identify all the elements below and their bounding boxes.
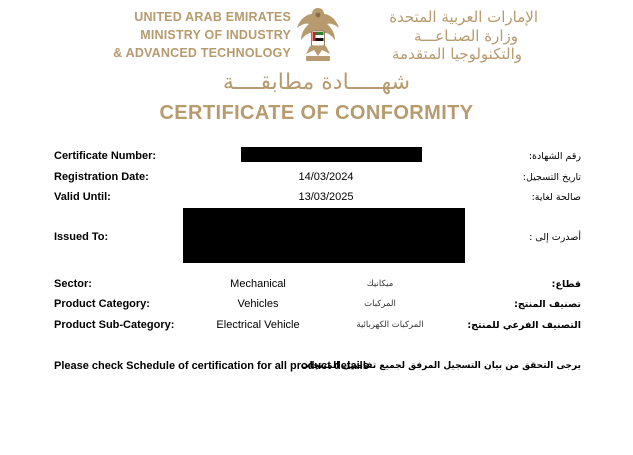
product-sub-category-value-ar: المركبات الكهربائية xyxy=(356,320,424,330)
certificate-number-label-ar: رقم الشهادة: xyxy=(528,151,581,162)
uae-falcon-emblem-icon xyxy=(294,2,342,66)
org-name-en-line3: & ADVANCED TECHNOLOGY xyxy=(113,46,291,60)
product-category-label: Product Category: xyxy=(54,298,150,310)
org-name-ar-line2: وزارة الصنـاعـــة xyxy=(414,27,518,45)
sector-value-ar: ميكانيك xyxy=(366,279,394,289)
sector-label-ar: قطاع: xyxy=(551,279,581,290)
title-english: CERTIFICATE OF CONFORMITY xyxy=(159,102,474,124)
sector-value: Mechanical xyxy=(230,278,286,290)
schedule-notice-en: Please check Schedule of certification for all product details xyxy=(54,360,369,372)
valid-until-label: Valid Until: xyxy=(54,191,111,203)
sector-label: Sector: xyxy=(54,278,92,290)
registration-date-label-ar: تاريخ التسجيل: xyxy=(522,172,581,183)
valid-until-label-ar: صالحة لغاية: xyxy=(531,192,581,203)
product-sub-category-label-ar: التصنيف الفرعي للمنتج: xyxy=(467,320,581,331)
registration-date-value: 14/03/2024 xyxy=(298,171,354,183)
org-name-en-line1: UNITED ARAB EMIRATES xyxy=(134,10,291,24)
registration-date-label: Registration Date: xyxy=(54,171,149,183)
product-sub-category-label: Product Sub-Category: xyxy=(54,319,175,331)
valid-until-value: 13/03/2025 xyxy=(298,191,354,203)
issued-to-label-ar: أصدرت إلى : xyxy=(529,232,581,243)
certificate-number-label: Certificate Number: xyxy=(54,150,157,162)
org-name-en-line2: MINISTRY OF INDUSTRY xyxy=(140,28,291,42)
schedule-notice-ar: يرجى التحقق من بيان التسجيل المرفق لجميع تفاصيل المنتجات xyxy=(300,361,581,371)
product-category-label-ar: تصنيف المنتج: xyxy=(514,299,581,310)
product-sub-category-value: Electrical Vehicle xyxy=(216,319,300,331)
certificate-number-redaction xyxy=(241,147,422,162)
issued-to-redaction xyxy=(183,208,465,263)
product-category-value-ar: المركبات xyxy=(364,299,396,309)
org-name-ar-line3: والتكنولوجيا المتقدمة xyxy=(392,45,522,63)
product-category-value: Vehicles xyxy=(237,298,279,310)
issued-to-label: Issued To: xyxy=(54,231,109,243)
title-arabic: شهـــــادة مطابقــــة xyxy=(222,70,411,95)
org-name-ar-line1: الإمارات العربية المتحدة xyxy=(389,8,538,26)
